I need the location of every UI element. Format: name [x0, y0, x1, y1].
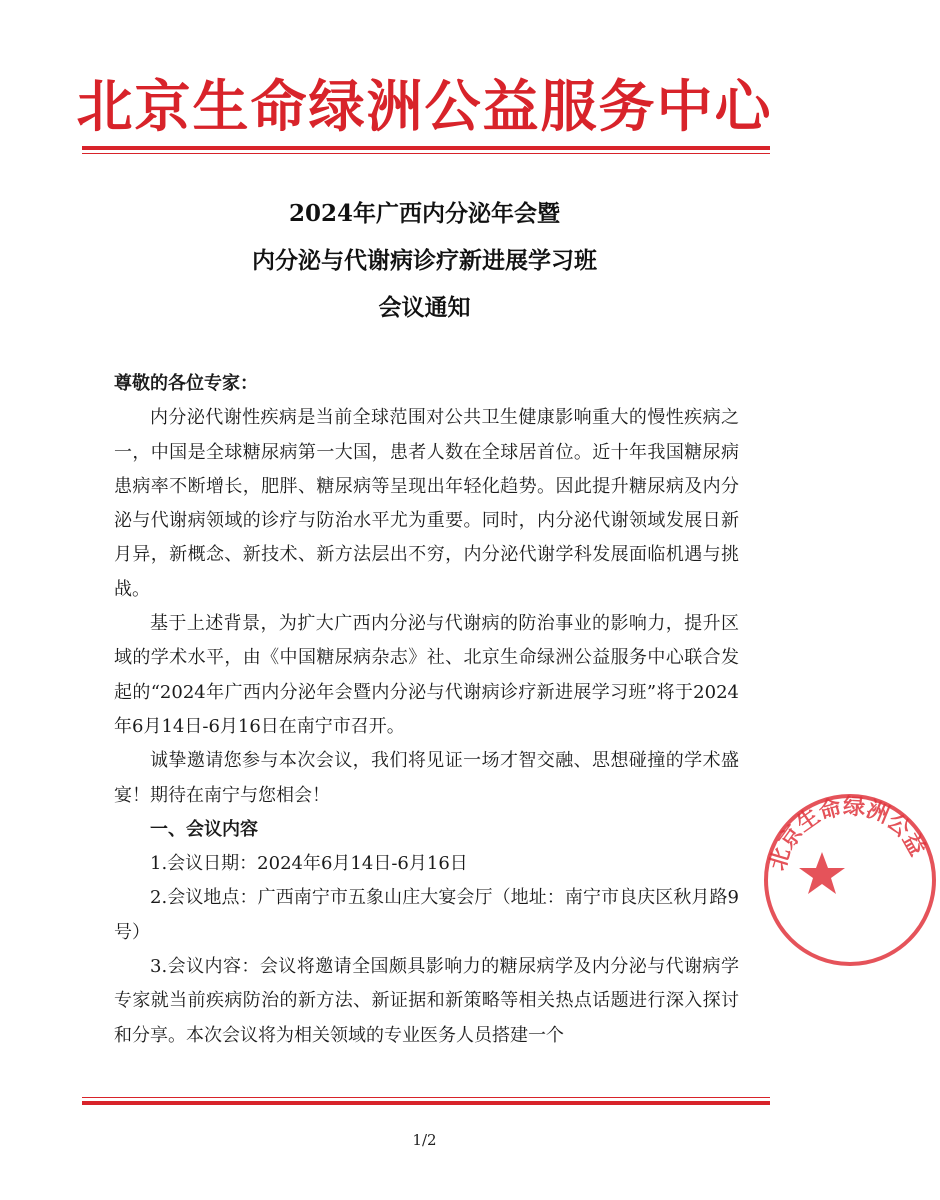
paragraph-purpose: 基于上述背景，为扩大广西内分泌与代谢病的防治事业的影响力，提升区域的学术水平，由《中国糖尿病杂志》社、北京生命绿洲公益服务中心联合发起的“2024年广西内分泌年会暨内分泌与代谢病诊疗新进展学习班”将于2024年6月14日-6月16日在南宁市召开。	[114, 613, 739, 737]
seal-star-icon	[799, 852, 845, 894]
item-meeting-venue: 2.会议地点：广西南宁市五象山庄大宴会厅（地址：南宁市良庆区秋月路9号）	[114, 887, 739, 943]
page-number: 1/2	[412, 1131, 437, 1149]
seal-text: 北京生命绿洲公益	[765, 794, 930, 874]
letterhead-title: 北京生命绿洲公益服务中心	[76, 75, 773, 140]
section-heading-meeting-content: 一、会议内容	[150, 818, 258, 840]
notice-title-line1: 2024年广西内分泌年会暨	[288, 200, 560, 227]
letterhead-rule-thick	[82, 146, 770, 150]
notice-body	[114, 367, 739, 1053]
paragraph-invitation: 诚挚邀请您参与本次会议，我们将见证一场才智交融、思想碰撞的学术盛宴！期待在南宁与您相会！	[114, 750, 739, 806]
letterhead-rule-thin	[82, 153, 770, 154]
item-meeting-date: 1.会议日期：2024年6月14日-6月16日	[150, 853, 468, 875]
notice-title-line2: 内分泌与代谢病诊疗新进展学习班	[252, 247, 597, 274]
notice-title-line3: 会议通知	[378, 294, 471, 321]
item-meeting-content: 3.会议内容：会议将邀请全国颇具影响力的糖尿病学及内分泌与代谢病学专家就当前疾病防治的新方法、新证据和新策略等相关热点话题进行深入探讨和分享。本次会议将为相关领域的专业医务人员搭建一个	[114, 956, 739, 1046]
footer-rule-thick	[82, 1101, 770, 1105]
footer-rule-thin	[82, 1097, 770, 1098]
salutation: 尊敬的各位专家：	[114, 373, 258, 394]
official-seal-stamp	[760, 790, 940, 970]
paragraph-background: 内分泌代谢性疾病是当前全球范围对公共卫生健康影响重大的慢性疾病之一，中国是全球糖尿病第一大国，患者人数在全球居首位。近十年我国糖尿病患病率不断增长，肥胖、糖尿病等呈现出年轻化趋势。因此提升糖尿病及内分泌与代谢病领域的诊疗与防治水平尤为重要。同时，内分泌代谢领域发展日新月异，新概念、新技术、新方法层出不穷，内分泌代谢学科发展面临机遇与挑战。	[114, 407, 739, 600]
svg-text:北京生命绿洲公益	[765, 794, 930, 873]
